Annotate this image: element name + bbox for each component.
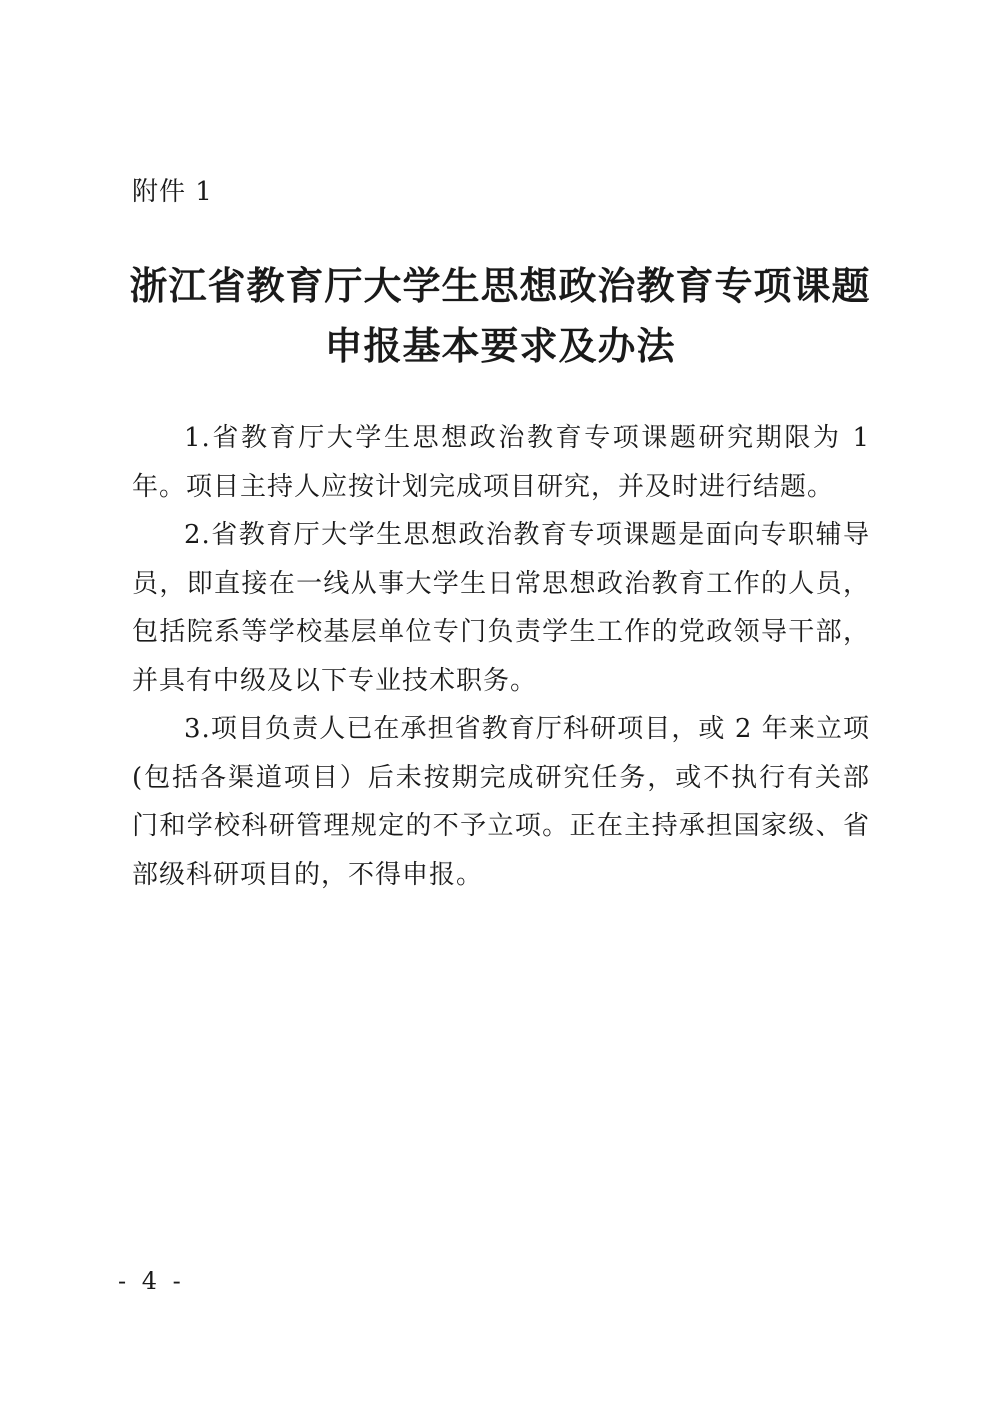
title-line-1: 浙江省教育厅大学生思想政治教育专项课题	[129, 264, 871, 308]
title-line-2: 申报基本要求及办法	[324, 324, 676, 368]
document-body	[132, 414, 870, 899]
attachment-label: 附件 1	[132, 177, 213, 207]
page-number: - 4 -	[118, 1267, 185, 1295]
document-title	[100, 256, 900, 376]
paragraph-2: 2.省教育厅大学生思想政治教育专项课题是面向专职辅导员，即直接在一线从事大学生日常思想政治教育工作的人员，包括院系等学校基层单位专门负责学生工作的党政领导干部，并具有中级及以下专业技术职务。	[132, 520, 870, 696]
paragraph-1: 1.省教育厅大学生思想政治教育专项课题研究期限为 1 年。项目主持人应按计划完成项目研究，并及时进行结题。	[132, 423, 870, 502]
paragraph-3: 3.项目负责人已在承担省教育厅科研项目，或 2 年来立项(包括各渠道项目）后未按期完成研究任务，或不执行有关部门和学校科研管理规定的不予立项。正在主持承担国家级、省部级科研项目的，不得申报。	[132, 714, 870, 890]
